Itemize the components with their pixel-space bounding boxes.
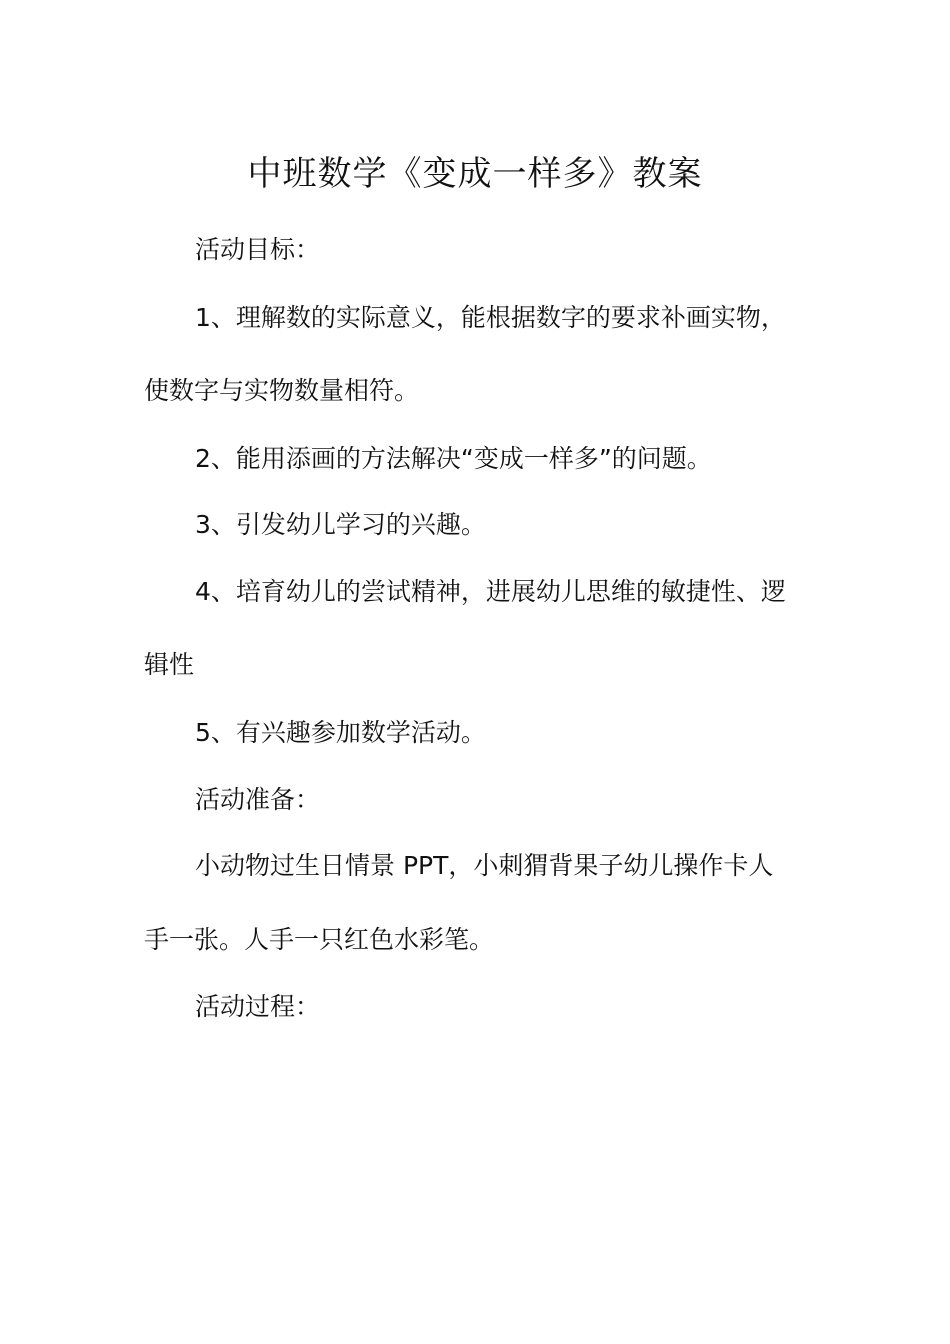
goal-2: 2、能用添画的方法解决“变成一样多”的问题。 xyxy=(195,444,712,473)
section-heading-process: 活动过程： xyxy=(195,992,321,1021)
goal-4: 4、培育幼儿的尝试精神，进展幼儿思维的敏捷性、逻 xyxy=(195,577,786,606)
document-title: 中班数学《变成一样多》教案 xyxy=(247,154,703,194)
preparation-text: 小动物过生日情景 PPT，小刺猬背果子幼儿操作卡人 xyxy=(195,851,774,880)
goal-1: 1、理解数的实际意义，能根据数字的要求补画实物， xyxy=(195,303,786,332)
preparation-text-continued: 手一张。人手一只红色水彩笔。 xyxy=(144,925,495,954)
goal-5: 5、有兴趣参加数学活动。 xyxy=(195,718,486,747)
goal-4-continued: 辑性 xyxy=(144,650,195,679)
section-heading-preparation: 活动准备： xyxy=(195,785,321,814)
section-heading-goals: 活动目标： xyxy=(195,235,321,264)
goal-3: 3、引发幼儿学习的兴趣。 xyxy=(195,510,486,539)
goal-1-continued: 使数字与实物数量相符。 xyxy=(144,376,420,405)
